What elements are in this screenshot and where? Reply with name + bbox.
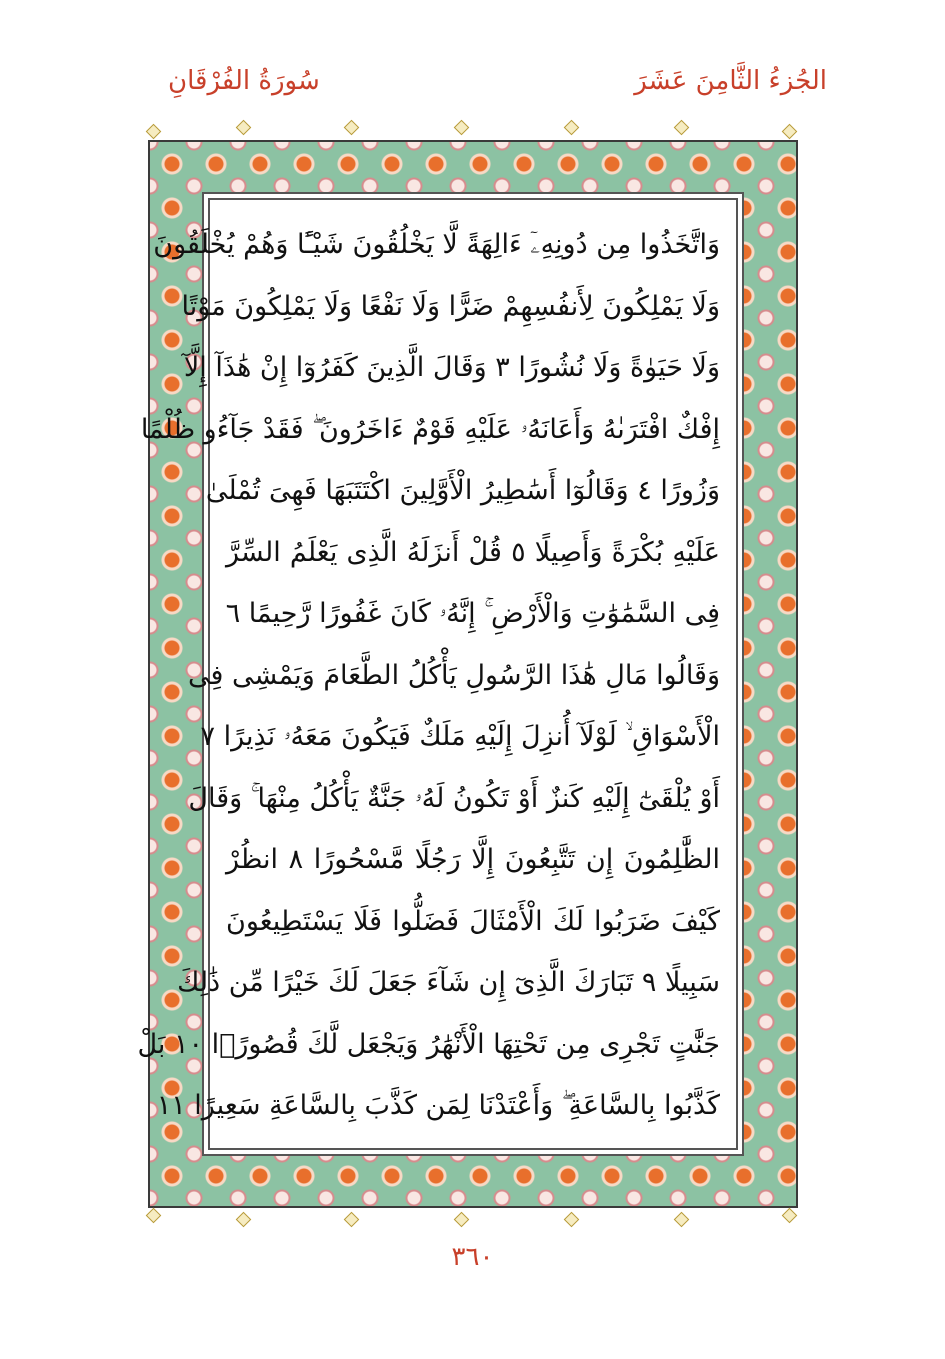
- text-line: الظَّٰلِمُونَ إِن تَتَّبِعُونَ إِلَّا رَجُلًا مَّسْحُورًا ٨ انظُرْ: [226, 844, 721, 875]
- text-line: الْأَسْوَاقِ ۙ لَوْلَآ أُنزِلَ إِلَيْهِ مَلَكٌ فَيَكُونَ مَعَهُۥ نَذِيرًا ٧: [200, 721, 720, 752]
- text-line: كَذَّبُوا بِالسَّاعَةِ ۖ وَأَعْتَدْنَا لِمَن كَذَّبَ بِالسَّاعَةِ سَعِيرًا ١١: [156, 1090, 720, 1121]
- ornament-tip: [674, 120, 690, 136]
- text-line: عَلَيْهِ بُكْرَةً وَأَصِيلًا ٥ قُلْ أَنزَلَهُ الَّذِى يَعْلَمُ السِّرَّ: [226, 536, 720, 568]
- ornament-tip: [674, 1212, 690, 1228]
- ornament-tip: [236, 120, 252, 136]
- text-line: إِفْكٌ افْتَرَىٰهُ وَأَعَانَهُۥ عَلَيْهِ قَوْمٌ ءَاخَرُونَ ۖ فَقَدْ جَآءُو ظُلْمًا: [140, 413, 720, 445]
- ornament-tip: [146, 124, 162, 140]
- text-panel: [137, 198, 738, 1150]
- ornament-tip: [782, 124, 798, 140]
- ornament-tip: [564, 1212, 580, 1228]
- juz-title: الجُزءُ الثَّامِنَ عَشَرَ: [634, 66, 827, 96]
- bottom-ornament-tips: [148, 1206, 798, 1232]
- ornament-tip: [146, 1208, 162, 1224]
- ornament-tip: [344, 1212, 360, 1228]
- text-line: وَزُورًا ٤ وَقَالُوٓا أَسَٰطِيرُ الْأَوَّلِينَ اكْتَتَبَهَا فَهِىَ تُمْلَىٰ: [205, 475, 720, 506]
- surah-title: سُورَةُ الفُرْقَانِ: [168, 66, 320, 96]
- page-number: ٣٦٠: [451, 1242, 494, 1272]
- text-line: وَلَا حَيَوٰةً وَلَا نُشُورًا ٣ وَقَالَ الَّذِينَ كَفَرُوٓا إِنْ هَٰذَآ إِلَّآ: [183, 352, 720, 383]
- ornament-tip: [454, 120, 470, 136]
- text-line: جَنَّٰتٍ تَجْرِى مِن تَحْتِهَا الْأَنْهَٰرُ وَيَجْعَل لَّكَ قُصُورًۢا ١٠ بَلْ: [137, 1028, 720, 1060]
- text-line: وَاتَّخَذُوا مِن دُونِهِۦٓ ءَالِهَةً لَّا يَخْلُقُونَ شَيْـًٔا وَهُمْ يُخْلَقُونَ: [153, 229, 720, 260]
- text-line: سَبِيلًا ٩ تَبَارَكَ الَّذِىٓ إِن شَآءَ جَعَلَ لَكَ خَيْرًا مِّن ذَٰلِكَ: [177, 967, 720, 998]
- quran-text: [137, 214, 721, 1134]
- text-line: وَقَالُوا مَالِ هَٰذَا الرَّسُولِ يَأْكُلُ الطَّعَامَ وَيَمْشِى فِى: [187, 659, 720, 691]
- ornament-tip: [782, 1208, 798, 1224]
- ornament-tip: [236, 1212, 252, 1228]
- ornament-tip: [564, 120, 580, 136]
- decorative-border: [137, 140, 798, 1208]
- text-line: فِى السَّمَٰوَٰتِ وَالْأَرْضِ ۚ إِنَّهُۥ كَانَ غَفُورًا رَّحِيمًا ٦: [225, 598, 720, 629]
- ornament-tip: [454, 1212, 470, 1228]
- text-line: كَيْفَ ضَرَبُوا لَكَ الْأَمْثَالَ فَضَلُّوا فَلَا يَسْتَطِيعُونَ: [226, 905, 720, 937]
- text-line: أَوْ يُلْقَىٰٓ إِلَيْهِ كَنزٌ أَوْ تَكُونُ لَهُۥ جَنَّةٌ يَأْكُلُ مِنْهَا ۚ وَقَالَ: [188, 782, 720, 814]
- text-line: وَلَا يَمْلِكُونَ لِأَنفُسِهِمْ ضَرًّا وَلَا نَفْعًا وَلَا يَمْلِكُونَ مَوْتًا: [181, 290, 720, 322]
- ornament-tip: [344, 120, 360, 136]
